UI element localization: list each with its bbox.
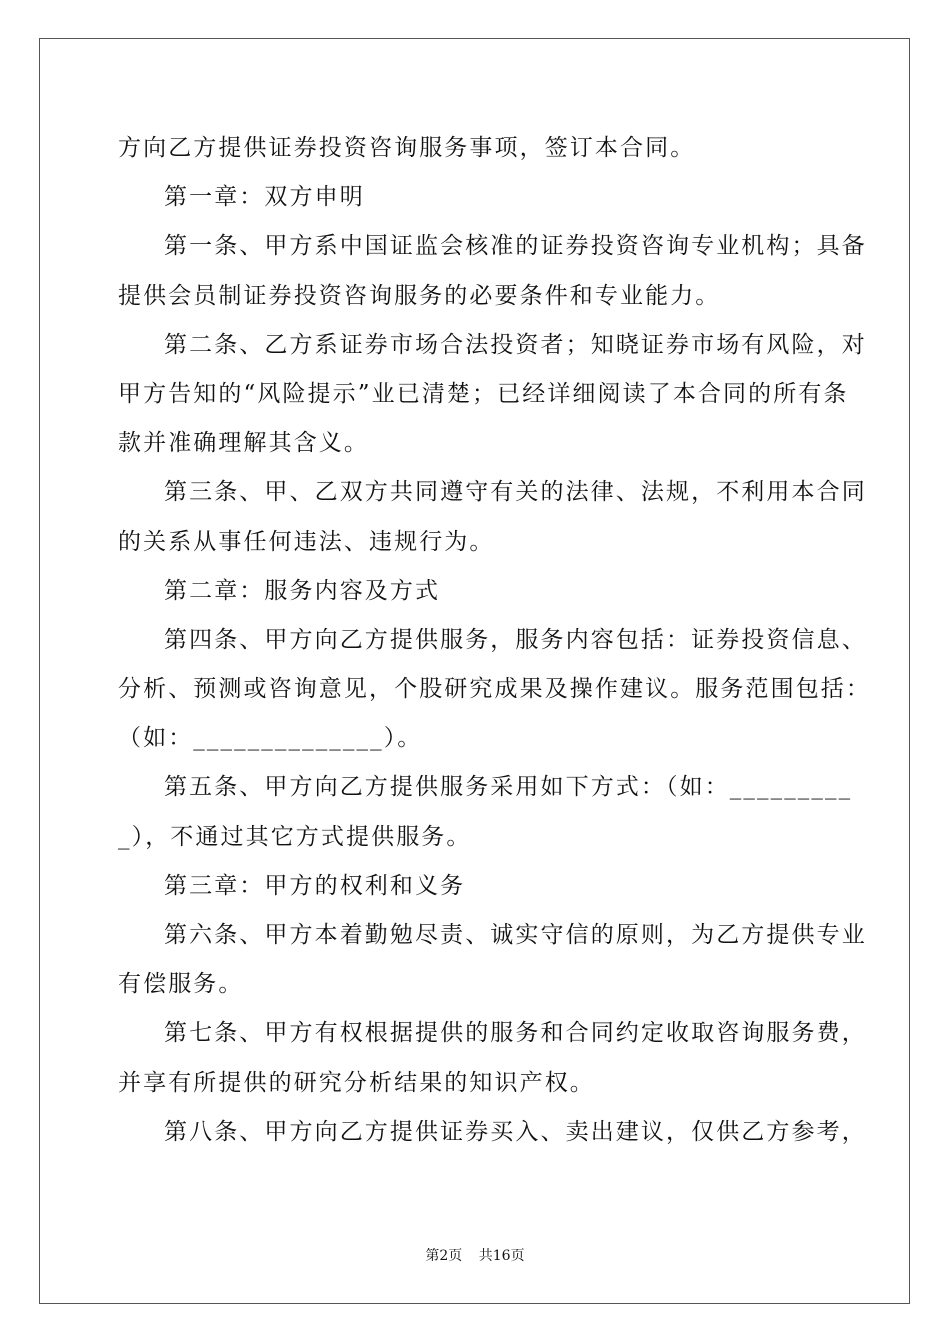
text-line: 第五条、甲方向乙方提供服务采用如下方式：（如：_________ <box>164 774 853 801</box>
text-line: 有偿服务。 <box>118 971 244 998</box>
text-line: 第六条、甲方本着勤勉尽责、诚实守信的原则，为乙方提供专业 <box>164 922 867 948</box>
page-total: 共16页 <box>478 1248 525 1264</box>
text-line: 第八条、甲方向乙方提供证券买入、卖出建议，仅供乙方参考， <box>164 1118 867 1145</box>
text-line: 第三条、甲、乙双方共同遵守有关的法律、法规，不利用本合同 <box>164 479 867 506</box>
page-number: 第2页 <box>425 1248 463 1264</box>
page-footer <box>0 1245 950 1265</box>
chapter-heading: 第二章：服务内容及方式 <box>164 577 441 604</box>
chapter-heading: 第三章：甲方的权利和义务 <box>164 872 466 899</box>
chapter-heading: 第一章：双方申明 <box>164 184 365 211</box>
text-line: 第七条、甲方有权根据提供的服务和合同约定收取咨询服务费， <box>164 1020 867 1047</box>
text-line: 款并准确理解其含义。 <box>118 430 369 457</box>
document-body <box>118 124 871 1157</box>
text-line: 方向乙方提供证券投资咨询服务事项，签订本合同。 <box>118 135 696 161</box>
text-line: 第二条、乙方系证券市场合法投资者；知晓证券市场有风险，对 <box>164 331 867 358</box>
text-line: 分析、预测或咨询意见，个股研究成果及操作建议。服务范围包括： <box>118 676 871 703</box>
text-line: _），不通过其它方式提供服务。 <box>118 823 472 850</box>
text-line: 提供会员制证券投资咨询服务的必要条件和专业能力。 <box>118 282 721 309</box>
text-line: 并享有所提供的研究分析结果的知识产权。 <box>118 1069 595 1096</box>
text-line: 第四条、甲方向乙方提供服务，服务内容包括：证券投资信息、 <box>164 626 867 653</box>
text-line: 甲方告知的“风险提示”业已清楚；已经详细阅读了本合同的所有条 <box>118 380 849 407</box>
text-line: 第一条、甲方系中国证监会核准的证券投资咨询专业机构；具备 <box>164 233 867 260</box>
text-line: （如：______________）。 <box>118 725 423 752</box>
text-line: 的关系从事任何违法、违规行为。 <box>118 528 495 555</box>
